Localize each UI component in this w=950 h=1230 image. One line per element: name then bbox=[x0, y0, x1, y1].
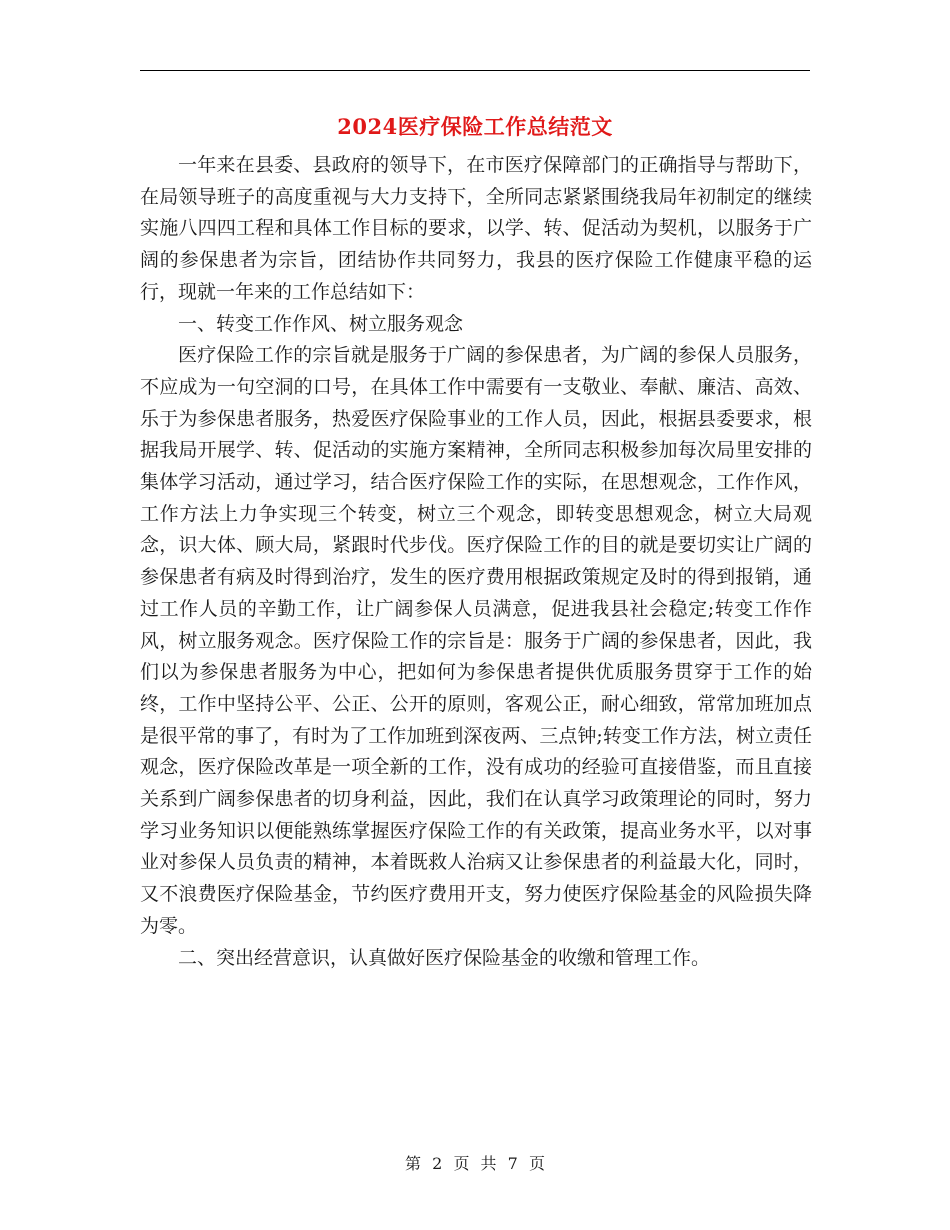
header-rule bbox=[140, 70, 810, 71]
section-heading-2: 二、突出经营意识，认真做好医疗保险基金的收缴和管理工作。 bbox=[178, 946, 711, 969]
page-footer bbox=[0, 1152, 950, 1176]
footer-label-total-unit: 页 bbox=[528, 1154, 545, 1173]
intro-paragraph: 一年来在县委、县政府的领导下，在市医疗保障部门的正确指导与帮助下，在局领导班子的高度重视与大力支持下，全所同志紧紧围绕我局年初制定的继续实施八四四工程和具体工作目标的要求，以学、转、促活动为契机，以服务于广阔的参保患者为宗旨，团结协作共同努力，我县的医疗保险工作健康平稳的运行，现就一年来的工作总结如下： bbox=[140, 154, 812, 303]
footer-label-page-unit: 页 bbox=[453, 1154, 470, 1173]
document-title: 2024医疗保险工作总结范文 bbox=[337, 114, 613, 139]
footer-current-page: 2 bbox=[432, 1154, 443, 1173]
section-heading-1: 一、转变工作作风、树立服务观念 bbox=[178, 312, 464, 335]
section-1-paragraph: 医疗保险工作的宗旨就是服务于广阔的参保患者，为广阔的参保人员服务，不应成为一句空洞的口号，在具体工作中需要有一支敬业、奉献、廉洁、高效、乐于为参保患者服务，热爱医疗保险事业的工作人员，因此，根据县委要求，根据我局开展学、转、促活动的实施方案精神，全所同志积极参加每次局里安排的集体学习活动，通过学习，结合医疗保险工作的实际，在思想观念，工作作风，工作方法上力争实现三个转变，树立三个观念，即转变思想观念，树立大局观念，识大体、顾大局，紧跟时代步伐。医疗保险工作的目的就是要切实让广阔的参保患者有病及时得到治疗，发生的医疗费用根据政策规定及时的得到报销，通过工作人员的辛勤工作，让广阔参保人员满意，促进我县社会稳定;转变工作作风，树立服务观念。医疗保险工作的宗旨是：服务于广阔的参保患者，因此，我们以为参保患者服务为中心，把如何为参保患者提供优质服务贯穿于工作的始终，工作中坚持公平、公正、公开的原则，客观公正，耐心细致，常常加班加点是很平常的事了，有时为了工作加班到深夜两、三点钟;转变工作方法，树立责任观念，医疗保险改革是一项全新的工作，没有成功的经验可直接借鉴，而且直接关系到广阔参保患者的切身利益，因此，我们在认真学习政策理论的同时，努力学习业务知识以便能熟练掌握医疗保险工作的有关政策，提高业务水平，以对事业对参保人员负责的精神，本着既救人治病又让参保患者的利益最大化，同时，又不浪费医疗保险基金，节约医疗费用开支，努力使医疗保险基金的风险损失降为零。 bbox=[140, 344, 812, 937]
footer-total-pages: 7 bbox=[507, 1154, 518, 1173]
footer-label-page: 第 bbox=[405, 1154, 422, 1173]
footer-label-total: 共 bbox=[480, 1154, 497, 1173]
document-body bbox=[140, 150, 812, 974]
